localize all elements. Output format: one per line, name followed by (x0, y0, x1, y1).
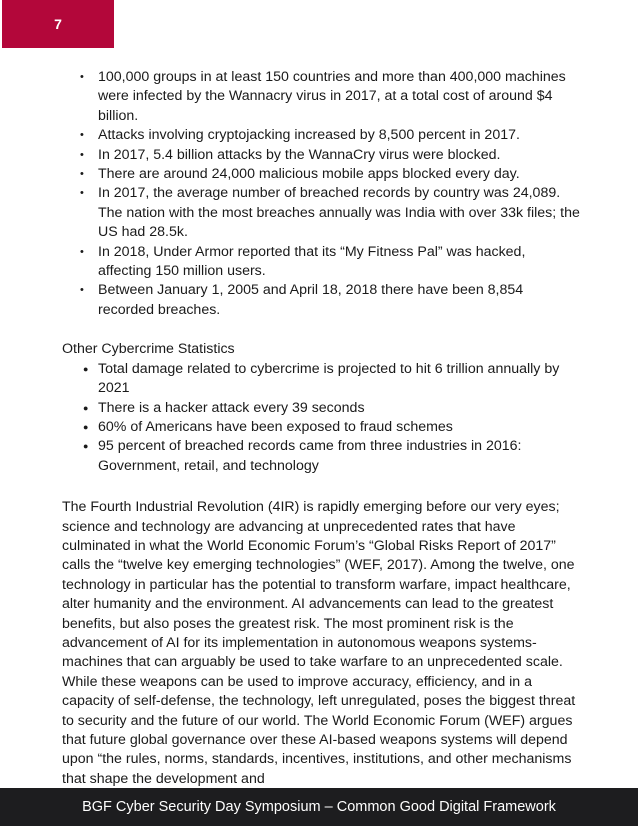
list-item: • In 2017, the average number of breached records by country was 24,089. The nation with the most breaches annually was India with over 33k files; the US had 28.5k. (62, 184, 582, 242)
list-item: • Attacks involving cryptojacking increased by 8,500 percent in 2017. (62, 126, 582, 145)
list-item: • In 2018, Under Armor reported that its “My Fitness Pal” was hacked, affecting 150 million users. (62, 243, 582, 282)
list-item: ● 95 percent of breached records came from three industries in 2016: Government, retail, and technology (62, 437, 582, 476)
list-item: • 100,000 groups in at least 150 countries and more than 400,000 machines were infected by the Wannacry virus in 2017, at a total cost of around $4 billion. (62, 68, 582, 126)
page-content (62, 68, 582, 789)
body-paragraph: The Fourth Industrial Revolution (4IR) is rapidly emerging before our very eyes; science and technology are advancing at unprecedented rates that have culminated in what the World Economic Forum’s “Global Risks Report of 2017” calls the “twelve key emerging technologies” (WEF, 2017). Among the twelve, one technology in particular has the potential to transform warfare, impact healthcare, alter humanity and the environment. AI advancements can lead to the greatest benefits, but also poses the greatest risk. The most prominent risk is the advancement of AI for its implementation in autonomous weapons systems- machines that can arguably be used to take warfare to an unprecedented scale. While these weapons can be used to improve accuracy, efficiency, and in a capacity of self-defense, the technology, left unregulated, poses the biggest threat to security and the future of our world. The World Economic Forum (WEF) argues that future global governance over these AI-based weapons systems will depend upon “the rules, norms, standards, incentives, institutions, and other mechanisms that shape the development and (62, 499, 576, 787)
list-item: • There are around 24,000 malicious mobile apps blocked every day. (62, 165, 582, 184)
section-heading: Other Cybercrime Statistics (62, 341, 235, 358)
list-item: • In 2017, 5.4 billion attacks by the WannaCry virus were blocked. (62, 146, 582, 165)
list-item: ● 60% of Americans have been exposed to fraud schemes (62, 418, 582, 437)
stats-list (62, 68, 582, 320)
page-number-tab (2, 0, 114, 48)
list-item: • Between January 1, 2005 and April 18, 2018 there have been 8,854 recorded breaches. (62, 281, 582, 320)
list-item: ● There is a hacker attack every 39 seconds (62, 399, 582, 418)
footer-text: BGF Cyber Security Day Symposium – Common Good Digital Framework (82, 799, 556, 815)
other-stats-list (62, 360, 582, 476)
page-number: 7 (54, 16, 62, 32)
list-item: ● Total damage related to cybercrime is projected to hit 6 trillion annually by 2021 (62, 360, 582, 399)
footer-bar (0, 788, 638, 826)
